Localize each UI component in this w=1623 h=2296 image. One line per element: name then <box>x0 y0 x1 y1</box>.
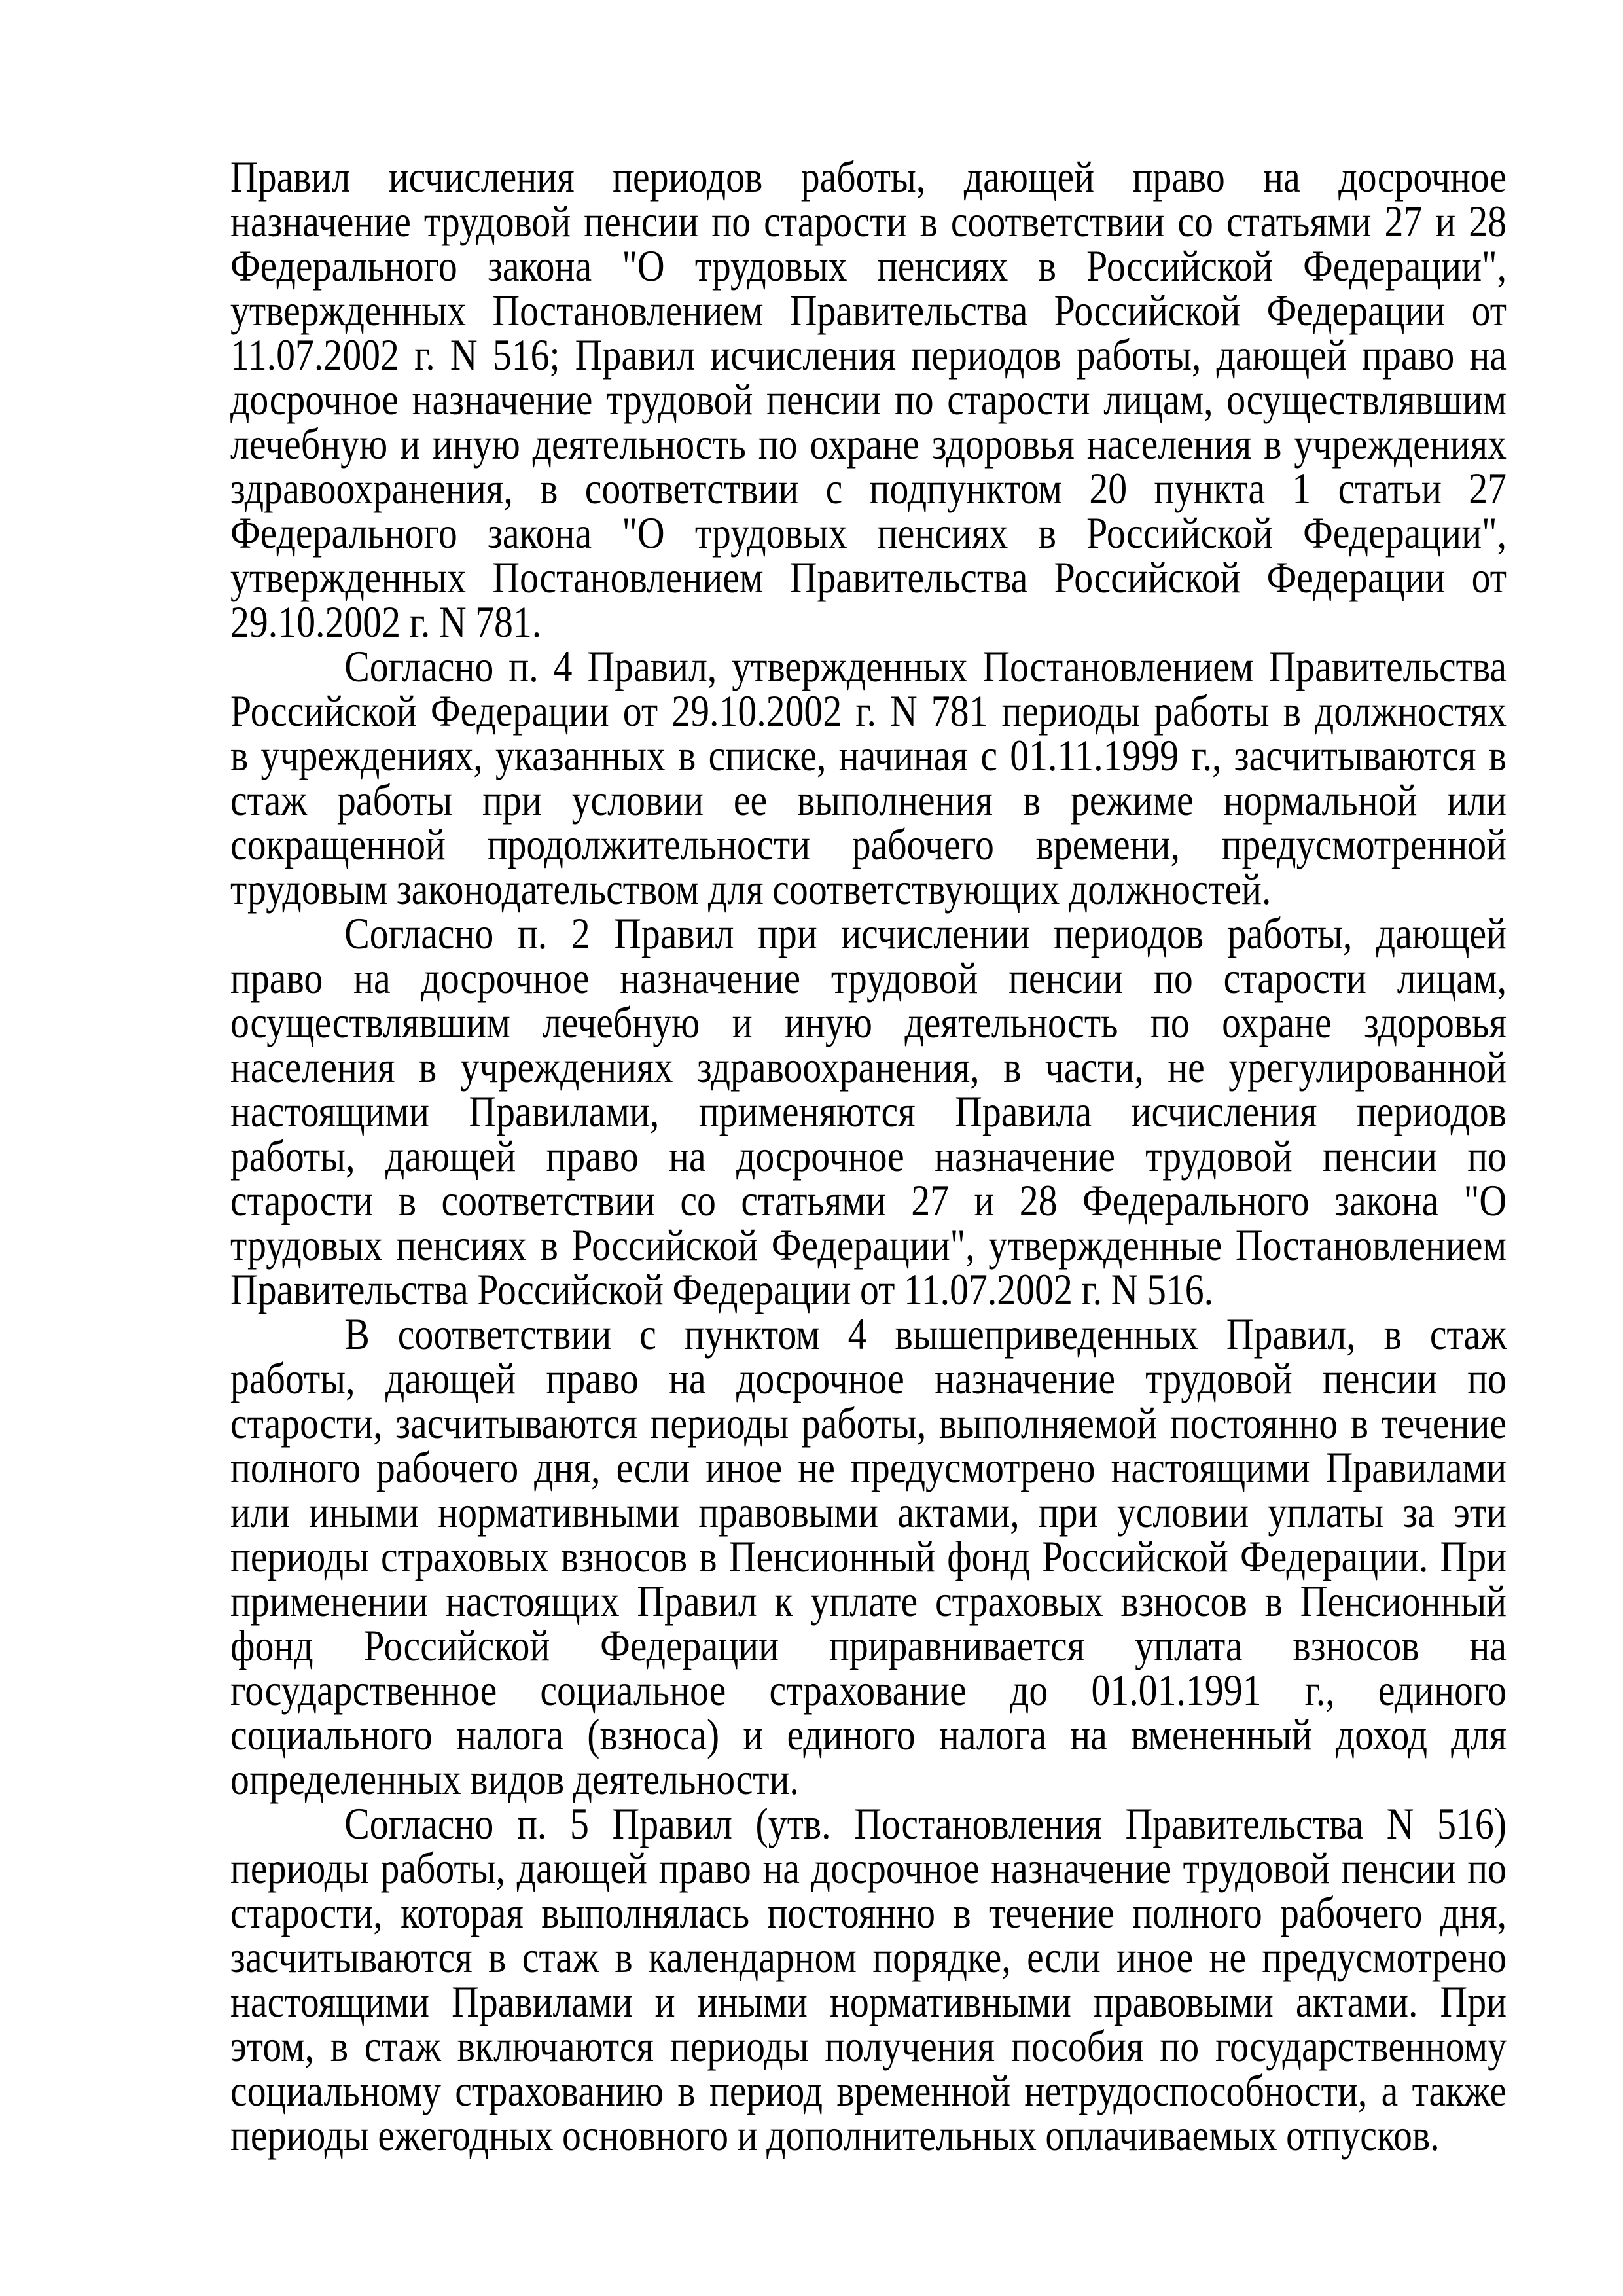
text-line: Российской Федерации от 29.10.2002 г. N 781 периоды работы в должностях <box>230 686 1507 736</box>
text-line: осуществлявшим лечебную и иную деятельность по охране здоровья <box>230 997 1507 1047</box>
text-line: Правительства Российской Федерации от 11.07.2002 г. N 516. <box>230 1265 1214 1314</box>
text-line: социального налога (взноса) и единого налога на вмененный доход для <box>230 1710 1507 1759</box>
text-line: засчитываются в стаж в календарном порядке, если иное не предусмотрено <box>230 1932 1507 1982</box>
text-line: старости, которая выполнялась постоянно в течение полного рабочего дня, <box>230 1888 1507 1937</box>
text-line: 11.07.2002 г. N 516; Правил исчисления периодов работы, дающей право на <box>230 330 1507 380</box>
paragraph <box>230 152 1507 647</box>
text-line: здравоохранения, в соответствии с подпунктом 20 пункта 1 статьи 27 <box>230 463 1507 513</box>
text-line: или иными нормативными правовыми актами, при условии уплаты за эти <box>230 1487 1507 1537</box>
text-line: стаж работы при условии ее выполнения в режиме нормальной или <box>230 775 1507 825</box>
text-line: социальному страхованию в период временной нетрудоспособности, а также <box>230 2066 1507 2115</box>
text-line: право на досрочное назначение трудовой пенсии по старости лицам, <box>230 953 1507 1003</box>
text-line: в учреждениях, указанных в списке, начиная с 01.11.1999 г., засчитываются в <box>230 730 1507 780</box>
text-line: фонд Российской Федерации приравнивается уплата взносов на <box>230 1621 1507 1670</box>
text-line: периоды работы, дающей право на досрочное назначение трудовой пенсии по <box>230 1843 1507 1893</box>
text-line: старости в соответствии со статьями 27 и 28 Федерального закона "О <box>230 1175 1507 1225</box>
text-line: работы, дающей право на досрочное назначение трудовой пенсии по <box>230 1354 1507 1403</box>
text-line: лечебную и иную деятельность по охране здоровья населения в учреждениях <box>230 419 1507 469</box>
text-line: старости, засчитываются периоды работы, выполняемой постоянно в течение <box>230 1398 1507 1448</box>
text-line: определенных видов деятельности. <box>230 1754 799 1804</box>
text-line: сокращенной продолжительности рабочего времени, предусмотренной <box>230 819 1507 869</box>
text-line: трудовым законодательством для соответствующих должностей. <box>230 864 1272 914</box>
text-line: трудовых пенсиях в Российской Федерации", утвержденные Постановлением <box>230 1220 1507 1270</box>
text-line: Федерального закона "О трудовых пенсиях в Российской Федерации", <box>230 508 1507 558</box>
text-line: Согласно п. 2 Правил при исчислении периодов работы, дающей <box>344 908 1507 958</box>
text-line: периоды страховых взносов в Пенсионный фонд Российской Федерации. При <box>230 1532 1507 1581</box>
text-line: периоды ежегодных основного и дополнительных оплачиваемых отпусков. <box>230 2110 1440 2160</box>
text-line: утвержденных Постановлением Правительства Российской Федерации от <box>230 552 1507 602</box>
text-line: Федерального закона "О трудовых пенсиях в Российской Федерации", <box>230 241 1507 291</box>
text-line: утвержденных Постановлением Правительства Российской Федерации от <box>230 285 1507 335</box>
paragraph <box>230 1799 1507 2160</box>
text-line: населения в учреждениях здравоохранения, в части, не урегулированной <box>230 1042 1507 1092</box>
text-line: 29.10.2002 г. N 781. <box>230 597 542 647</box>
text-line: назначение трудовой пенсии по старости в соответствии со статьями 27 и 28 <box>230 196 1507 246</box>
text-line: настоящими Правилами и иными нормативными правовыми актами. При <box>230 1977 1507 2026</box>
paragraph <box>230 908 1507 1314</box>
paragraph <box>230 1309 1507 1804</box>
text-line: полного рабочего дня, если иное не предусмотрено настоящими Правилами <box>230 1443 1507 1492</box>
text-line: применении настоящих Правил к уплате страховых взносов в Пенсионный <box>230 1576 1507 1626</box>
text-block <box>230 152 1507 2160</box>
text-line: В соответствии с пунктом 4 вышеприведенных Правил, в стаж <box>344 1309 1507 1359</box>
text-line: настоящими Правилами, применяются Правила исчисления периодов <box>230 1086 1507 1136</box>
text-line: досрочное назначение трудовой пенсии по старости лицам, осуществлявшим <box>230 374 1507 424</box>
text-line: государственное социальное страхование до 01.01.1991 г., единого <box>230 1665 1507 1715</box>
text-line: этом, в стаж включаются периоды получения пособия по государственному <box>230 2021 1507 2071</box>
text-line: работы, дающей право на досрочное назначение трудовой пенсии по <box>230 1131 1507 1181</box>
paragraph <box>230 641 1507 914</box>
text-line: Согласно п. 5 Правил (утв. Постановления Правительства N 516) <box>344 1799 1507 1848</box>
text-line: Правил исчисления периодов работы, дающей право на досрочное <box>230 152 1507 202</box>
text-line: Согласно п. 4 Правил, утвержденных Постановлением Правительства <box>344 641 1507 691</box>
